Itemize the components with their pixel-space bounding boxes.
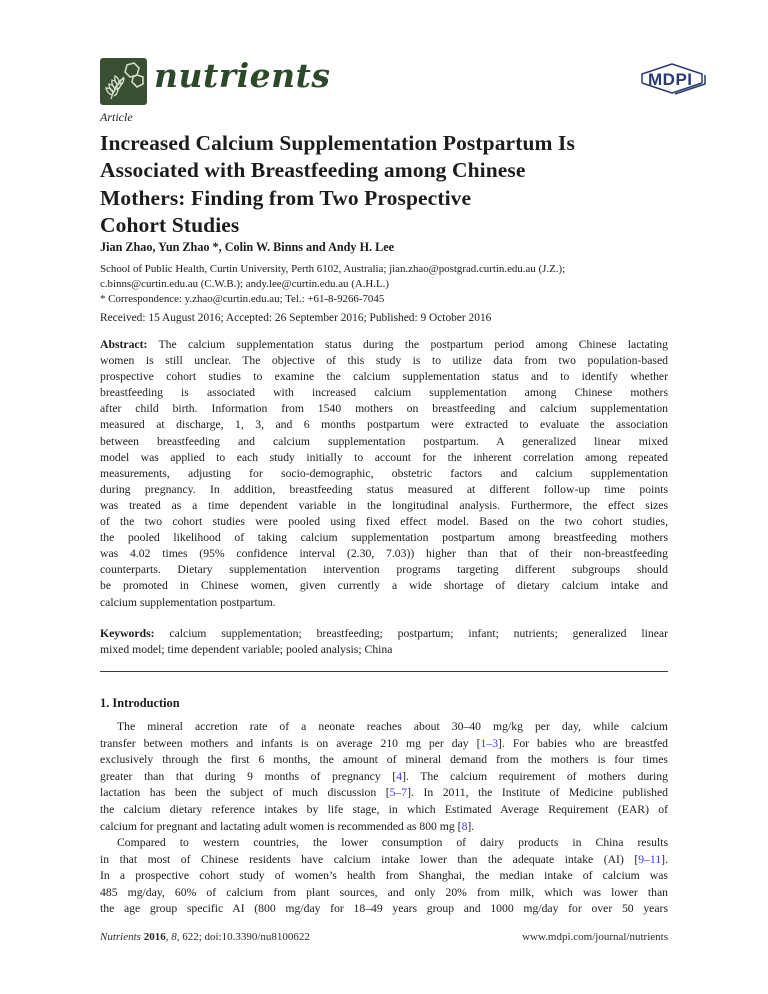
citation-link[interactable]: 5–7 <box>389 786 408 800</box>
section-divider <box>100 671 668 672</box>
text-line: counterparts. Dietary supplementation intervention programs targeting different subgroups should <box>100 563 668 577</box>
text-line: the pooled likelihood of taking calcium supplementation postpartum among breastfeeding mothers <box>100 531 668 545</box>
citation-footer <box>100 931 310 943</box>
svg-text:MDPI: MDPI <box>648 70 693 89</box>
correspondence-line: * Correspondence: y.zhao@curtin.edu.au; Tel.: +61-8-9266-7045 <box>100 293 385 305</box>
title-line: Cohort Studies <box>100 213 240 238</box>
text-line: was treated as a time dependent variable in the longitudinal analysis. Furthermore, the effect sizes <box>100 498 668 512</box>
text-line: in that most of Chinese residents have calcium intake lower than the adequate intake (AI) [9–11]. <box>100 852 668 866</box>
text-line: of the two cohort studies were pooled using fixed effect model. Based on the two cohort studies, <box>100 515 668 529</box>
text-line: Keywords: calcium supplementation; breastfeeding; postpartum; infant; nutrients; generalized linear <box>100 627 668 640</box>
text-line: transfer between mothers and infants is on average 210 mg per day [1–3]. For babies who are breastfed <box>100 736 668 750</box>
footer-volume: 8 <box>171 931 177 943</box>
text-line: after child birth. Information from 1540 mothers on breastfeeding and calcium supplementation <box>100 402 668 416</box>
journal-url: www.mdpi.com/journal/nutrients <box>522 931 668 943</box>
page-title <box>100 130 668 240</box>
title-line: Increased Calcium Supplementation Postpartum Is <box>100 131 575 155</box>
text-line: the calcium dietary reference intakes by life stage, in which Estimated Average Requirement (EAR) of <box>100 802 668 816</box>
keywords <box>100 626 668 658</box>
title-line: Associated with Breastfeeding among Chinese <box>100 158 526 183</box>
text-line: 485 mg/day, 60% of calcium from plant sources, and only 20% from milk, which was lower than <box>100 885 668 899</box>
citation-link[interactable]: 1–3 <box>480 736 499 750</box>
received-accepted-published: Received: 15 August 2016; Accepted: 26 September 2016; Published: 9 October 2016 <box>100 312 492 324</box>
text-line: measured at discharge, 1, 3, and 6 months postpartum were extracted to evaluate the association <box>100 418 668 432</box>
text-line: be promoted in Chinese women, given currently a wide shortage of dietary calcium intake and <box>100 579 668 593</box>
text-line: Abstract: The calcium supplementation status during the postpartum period among Chinese lactating <box>100 338 668 351</box>
introduction-paragraph-2 <box>100 835 668 918</box>
text-line: exclusively through the first 6 months, the amount of mineral demand from the mothers is four times <box>100 753 668 767</box>
text-line: calcium supplementation postpartum. <box>100 595 276 609</box>
footer-journal-name: Nutrients <box>100 931 141 943</box>
text-line: breastfeeding is associated with increased calcium supplementation among Chinese mothers <box>100 386 668 400</box>
article-type-label: Article <box>100 110 133 124</box>
affiliation-block <box>100 262 668 307</box>
citation-link[interactable]: 8 <box>461 819 468 833</box>
section-heading-introduction: 1. Introduction <box>100 696 180 710</box>
text-line: calcium for pregnant and lactating adult women is recommended as 800 mg [8]. <box>100 819 475 833</box>
text-line: measurements, adjusting for socio-demographic, obstetric factors and calcium supplementation <box>100 466 668 480</box>
text-line: mixed model; time dependent variable; pooled analysis; China <box>100 643 393 657</box>
abstract <box>100 337 668 611</box>
text-line: Compared to western countries, the lower consumption of dairy products in China results <box>117 836 668 849</box>
footer-doi: , 622; doi:10.3390/nu8100622 <box>176 931 310 943</box>
citation-link[interactable]: 9–11 <box>638 852 662 866</box>
text-line: women is still unclear. The objective of this study is to utilize data from two population-based <box>100 354 668 368</box>
wheat-hexagon-icon <box>100 58 147 105</box>
text-line: prospective cohort studies to examine the calcium supplementation status and to identify whether <box>100 370 668 384</box>
text-line: was 4.02 times (95% confidence interval (2.30, 7.03)) higher than that of their non-breastfeeding <box>100 547 668 561</box>
text-line: between breastfeeding and calcium supplementation postpartum. A generalized linear mixed <box>100 434 668 448</box>
text-line: model was applied to each study initially to account for the inherent correlation among repeated <box>100 450 668 464</box>
journal-name: nutrients <box>154 56 331 95</box>
mdpi-logo <box>637 60 709 98</box>
affiliation-line: c.binns@curtin.edu.au (C.W.B.); andy.lee@curtin.edu.au (A.H.L.) <box>100 278 390 290</box>
author-list: Jian Zhao, Yun Zhao *, Colin W. Binns and Andy H. Lee <box>100 240 395 254</box>
text-line: greater than that during 9 months of pregnancy [4]. The calcium requirement of mothers during <box>100 769 668 783</box>
introduction-paragraph-1 <box>100 719 668 835</box>
text-line: In a prospective cohort study of women’s health from Shanghai, the median intake of calcium was <box>100 869 668 883</box>
text-line: The mineral accretion rate of a neonate reaches about 30–40 mg/kg per day, while calcium <box>117 720 668 733</box>
footer-year: 2016 <box>140 931 166 943</box>
nutrients-journal-logo <box>100 58 147 105</box>
text-line: during pregnancy. In addition, breastfeeding status measured at different follow-up time points <box>100 482 668 496</box>
affiliation-line: School of Public Health, Curtin University, Perth 6102, Australia; jian.zhao@postgrad.curtin.edu.au (J.Z.); <box>100 263 566 275</box>
text-line: lactation has been the subject of much discussion [5–7]. In 2011, the Institute of Medicine published <box>100 786 668 800</box>
text-line: the age group specific AI (800 mg/day for 18–49 years group and 1000 mg/day for over 50 years <box>100 902 668 916</box>
mdpi-open-book-logo <box>637 60 709 98</box>
title-line: Mothers: Finding from Two Prospective <box>100 185 472 210</box>
footer-separator: , <box>165 931 172 943</box>
citation-link[interactable]: 4 <box>396 769 403 783</box>
